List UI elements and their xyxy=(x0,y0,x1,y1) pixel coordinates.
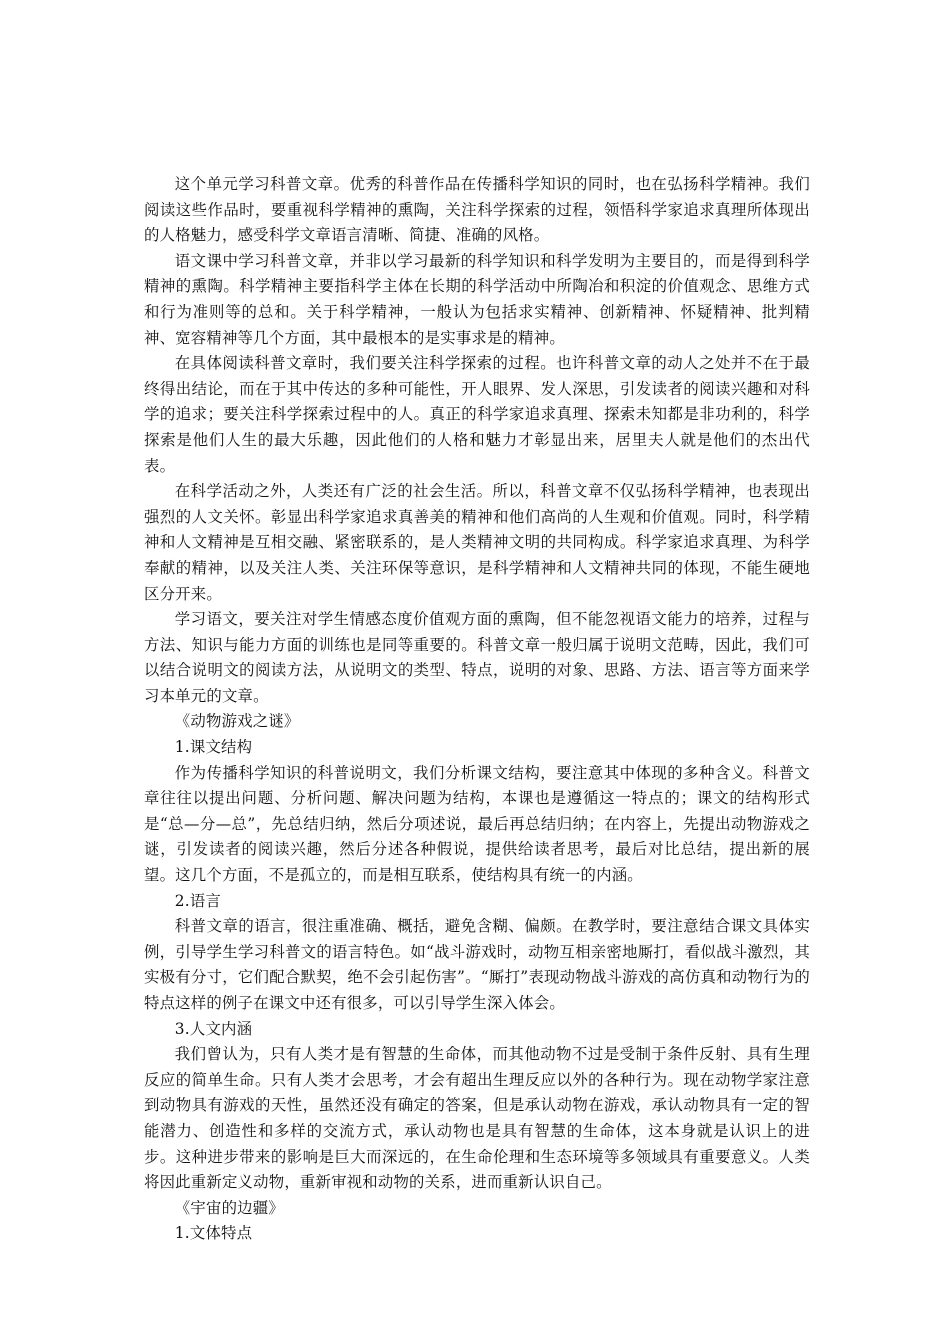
subheading-genre: 1.文体特点 xyxy=(174,1224,253,1243)
paragraph-humanistic: 我们曾认为，只有人类才是有智慧的生命体，而其他动物不过是受制于条件反射、具有生理反应的简单生命。只有人类才会思考，才会有超出生理反应以外的各种行为。现在动物学家注意到动物具有游戏的天性，虽然还没有确定的答案，但是承认动物在游戏，承认动物具有一定的智能潜力、创造性和多样的交流方式，承认动物也是具有智慧的生命体，这本身就是认识上的进步。这种进步带来的影响是巨大而深远的，在生命伦理和生态环境等多领域具有重要意义。人类将因此重新定义动物，重新审视和动物的关系，进而重新认识自己。 xyxy=(144,1045,810,1192)
subheading-structure: 1.课文结构 xyxy=(174,738,253,757)
paragraph-humanism: 在科学活动之外，人类还有广泛的社会生活。所以，科普文章不仅弘扬科学精神，也表现出强烈的人文关怀。彰显出科学家追求真善美的精神和他们高尚的人生观和价值观。同时，科学精神和人文精神是互相交融、紧密联系的，是人类精神文明的共同构成。科学家追求真理、为科学奉献的精神，以及关注人类、关注环保等意识，是科学精神和人文精神共同的体现，不能生硬地区分开来。 xyxy=(144,482,810,603)
section-title-animal-games: 《动物游戏之谜》 xyxy=(174,712,300,731)
paragraph-science-spirit: 语文课中学习科普文章，并非以学习最新的科学知识和科学发明为主要目的，而是得到科学精神的熏陶。科学精神主要指科学主体在长期的科学活动中所陶冶和积淀的价值观念、思维方式和行为准则等的总和。关于科学精神，一般认为包括求实精神、创新精神、怀疑精神、批判精神、宽容精神等几个方面，其中最根本的是实事求是的精神。 xyxy=(144,251,810,347)
paragraph-intro: 这个单元学习科普文章。优秀的科普作品在传播科学知识的同时，也在弘扬科学精神。我们阅读这些作品时，要重视科学精神的熏陶，关注科学探索的过程，领悟科学家追求真理所体现出的人格魅力，感受科学文章语言清晰、简捷、准确的风格。 xyxy=(144,175,810,245)
paragraph-exploration: 在具体阅读科普文章时，我们要关注科学探索的过程。也许科普文章的动人之处并不在于最终得出结论，而在于其中传达的多种可能性，开人眼界、发人深思，引发读者的阅读兴趣和对科学的追求；要关注科学探索过程中的人。真正的科学家追求真理、探索未知都是非功利的，科学探索是他们人生的最大乐趣，因此他们的人格和魅力才彰显出来，居里夫人就是他们的杰出代表。 xyxy=(144,354,810,475)
subheading-language: 2.语言 xyxy=(174,891,222,910)
paragraph-language: 科普文章的语言，很注重准确、概括，避免含糊、偏颇。在教学时，要注意结合课文具体实例，引导学生学习科普文的语言特色。如“战斗游戏时，动物互相亲密地厮打，看似战斗激烈，其实极有分寸，它们配合默契，绝不会引起伤害”。“厮打”表现动物战斗游戏的高仿真和动物行为的特点这样的例子在课文中还有很多，可以引导学生深入体会。 xyxy=(144,917,810,1012)
document-body xyxy=(144,172,810,1247)
subheading-humanistic: 3.人文内涵 xyxy=(174,1019,253,1038)
paragraph-learning-chinese: 学习语文，要关注对学生情感态度价值观方面的熏陶，但不能忽视语文能力的培养，过程与方法、知识与能力方面的训练也是同等重要的。科普文章一般归属于说明文范畴，因此，我们可以结合说明文的阅读方法，从说明文的类型、特点，说明的对象、思路、方法、语言等方面来学习本单元的文章。 xyxy=(144,610,810,705)
section-title-universe: 《宇宙的边疆》 xyxy=(174,1198,284,1217)
paragraph-structure: 作为传播科学知识的科普说明文，我们分析课文结构，要注意其中体现的多种含义。科普文章往往以提出问题、分析问题、解决问题为结构，本课也是遵循这一特点的；课文的结构形式是“总—分—总”，先总结归纳，然后分项述说，最后再总结归纳；在内容上，先提出动物游戏之谜，引发读者的阅读兴趣，然后分述各种假说，提供给读者思考，最后对比总结，提出新的展望。这几个方面，不是孤立的，而是相互联系，使结构具有统一的内涵。 xyxy=(144,763,810,885)
